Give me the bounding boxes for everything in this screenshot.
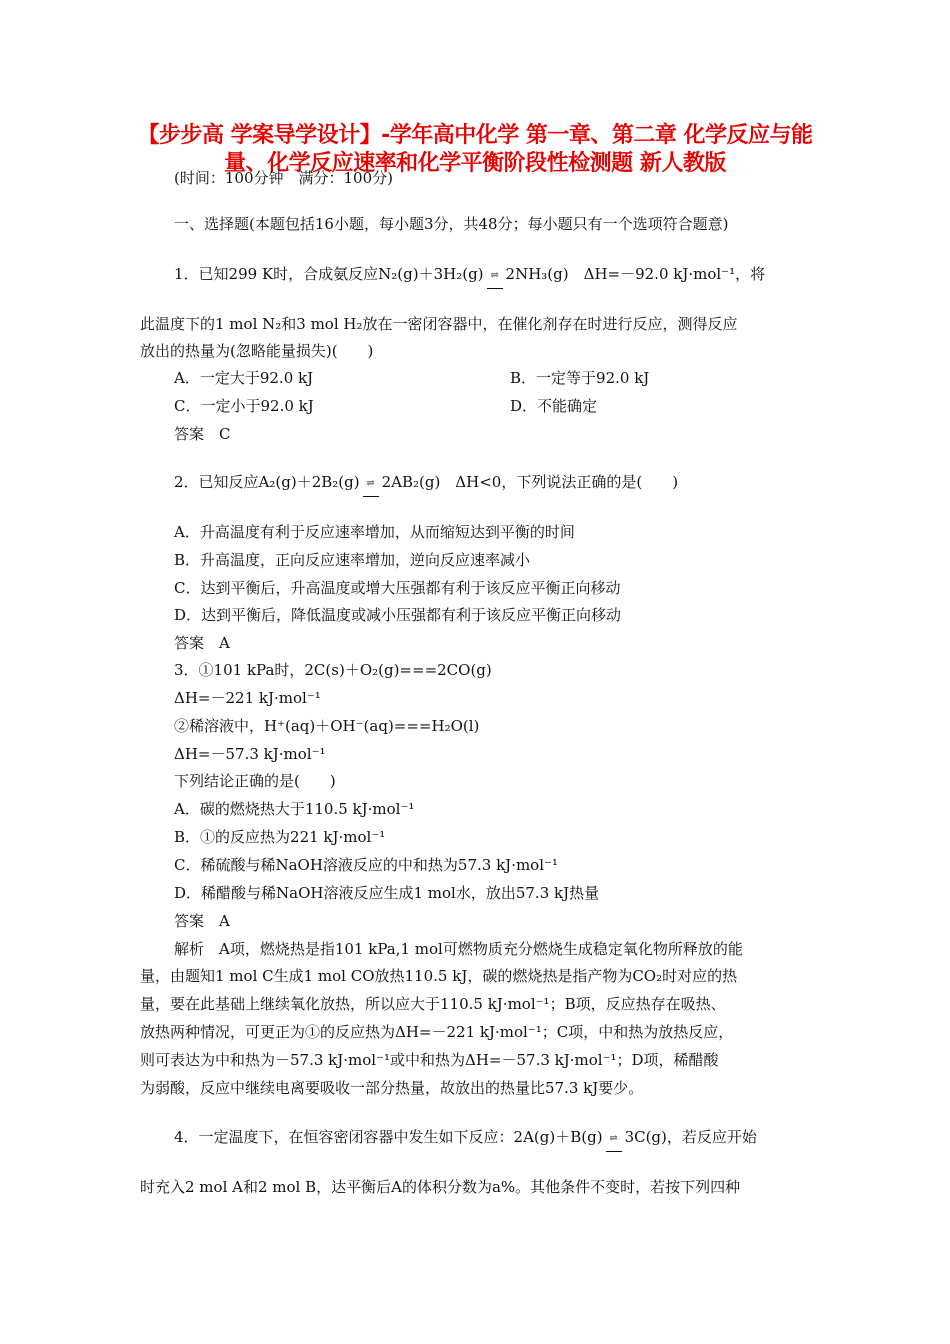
q4-stem-part-b: 3C(g)，若反应开始 <box>624 1128 757 1146</box>
q1-stem-line3: 放出的热量为(忽略能量损失)( ) <box>140 342 374 360</box>
q1-stem-line1 <box>174 264 765 287</box>
q2-stem <box>174 472 678 495</box>
section-heading: 一、选择题(本题包括16小题，每小题3分，共48分；每小题只有一个选项符合题意) <box>174 215 729 233</box>
q3-explanation-line3: 量，要在此基础上继续氧化放热，所以应大于110.5 kJ·mol⁻¹；B项，反应热存在吸热、 <box>140 995 726 1013</box>
q3-line2: ΔH=－221 kJ·mol⁻¹ <box>174 689 321 707</box>
q4-stem-part-a: 4．一定温度下，在恒容密闭容器中发生如下反应：2A(g)＋B(g) <box>174 1128 603 1146</box>
q3-explanation-line2: 量，由题知1 mol C生成1 mol CO放热110.5 kJ，碳的燃烧热是指产物为CO₂时对应的热 <box>140 967 738 985</box>
q3-explanation-line1: 解析 A项，燃烧热是指101 kPa,1 mol可燃物质充分燃烧生成稳定氧化物所释放的能 <box>174 940 743 958</box>
equilibrium-arrow-icon: ⇌ <box>360 472 382 495</box>
q3-answer: 答案 A <box>174 912 230 930</box>
q1-option-c: C．一定小于92.0 kJ <box>174 397 314 415</box>
q2-option-d: D．达到平衡后，降低温度或减小压强都有利于该反应平衡正向移动 <box>174 606 622 624</box>
q1-stem-part-a: 1．已知299 K时，合成氨反应N₂(g)＋3H₂(g) <box>174 265 484 283</box>
q2-option-a: A．升高温度有利于反应速率增加，从而缩短达到平衡的时间 <box>174 523 575 541</box>
q3-option-b: B．①的反应热为221 kJ·mol⁻¹ <box>174 828 386 846</box>
q3-line1: 3．①101 kPa时，2C(s)＋O₂(g)===2CO(g) <box>174 661 492 679</box>
q3-explanation-line4: 放热两种情况，可更正为①的反应热为ΔH=－221 kJ·mol⁻¹；C项，中和热为放热反应， <box>140 1023 734 1041</box>
equilibrium-arrow-icon: ⇌ <box>484 264 506 287</box>
q1-stem-line2: 此温度下的1 mol N₂和3 mol H₂放在一密闭容器中，在催化剂存在时进行反应，测得反应 <box>140 315 738 333</box>
q3-explanation-line5: 则可表达为中和热为－57.3 kJ·mol⁻¹或中和热为ΔH=－57.3 kJ·mol⁻¹；D项，稀醋酸 <box>140 1051 719 1069</box>
q4-stem-line1 <box>174 1127 757 1150</box>
q1-stem-part-b: 2NH₃(g) ΔH=－92.0 kJ·mol⁻¹，将 <box>505 265 766 283</box>
q3-explanation-line6: 为弱酸，反应中继续电离要吸收一部分热量，故放出的热量比57.3 kJ要少。 <box>140 1079 644 1097</box>
q2-option-c: C．达到平衡后，升高温度或增大压强都有利于该反应平衡正向移动 <box>174 579 621 597</box>
equilibrium-arrow-icon: ⇌ <box>603 1127 625 1150</box>
q1-option-b: B．一定等于92.0 kJ <box>510 369 650 387</box>
q3-line3: ②稀溶液中，H⁺(aq)＋OH⁻(aq)===H₂O(l) <box>174 717 480 735</box>
q2-option-b: B．升高温度，正向反应速率增加，逆向反应速率减小 <box>174 551 531 569</box>
q1-option-d: D．不能确定 <box>510 397 598 415</box>
q3-option-d: D．稀醋酸与稀NaOH溶液反应生成1 mol水，放出57.3 kJ热量 <box>174 884 600 902</box>
q3-option-c: C．稀硫酸与稀NaOH溶液反应的中和热为57.3 kJ·mol⁻¹ <box>174 856 558 874</box>
q2-stem-part-a: 2．已知反应A₂(g)＋2B₂(g) <box>174 473 360 491</box>
q1-option-a: A．一定大于92.0 kJ <box>174 369 314 387</box>
q4-stem-line2: 时充入2 mol A和2 mol B，达平衡后A的体积分数为a%。其他条件不变时，若按下列四种 <box>140 1178 741 1196</box>
document-title: 【步步高 学案导学设计】-学年高中化学 第一章、第二章 化学反应与能量、化学反应速率和化学平衡阶段性检测题 新人教版 <box>137 123 813 176</box>
q3-line5: 下列结论正确的是( ) <box>174 772 336 790</box>
q3-line4: ΔH=－57.3 kJ·mol⁻¹ <box>174 745 326 763</box>
q1-answer: 答案 C <box>174 425 231 443</box>
q2-stem-part-b: 2AB₂(g) ΔH<0，下列说法正确的是( ) <box>381 473 679 491</box>
q2-answer: 答案 A <box>174 634 230 652</box>
time-info: (时间：100分钟 满分：100分) <box>174 169 393 187</box>
q3-option-a: A．碳的燃烧热大于110.5 kJ·mol⁻¹ <box>174 800 415 818</box>
